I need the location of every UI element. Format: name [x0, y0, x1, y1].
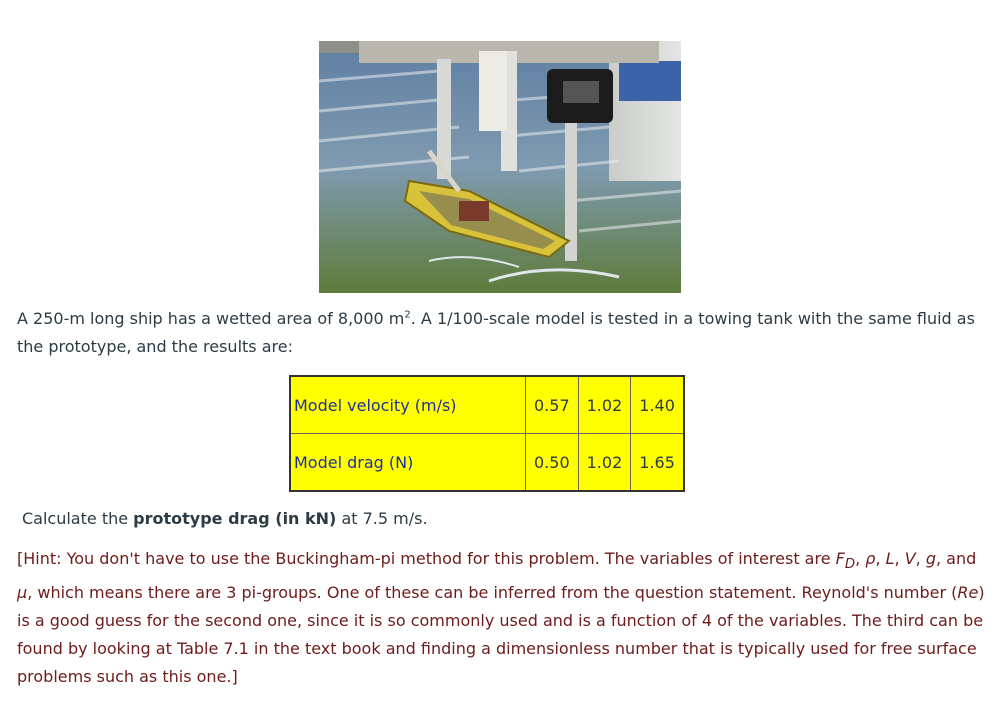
question-post: at 7.5 m/s.	[336, 509, 428, 528]
var-mu: μ	[17, 583, 28, 603]
towing-tank-photo	[319, 41, 681, 293]
question-pre: Calculate the	[22, 509, 134, 528]
table-cell: 1.65	[631, 434, 684, 492]
model-results-table	[289, 375, 685, 492]
var-re: Re	[957, 583, 979, 603]
intro-superscript: 2	[404, 309, 411, 321]
table-cell: 1.02	[578, 376, 631, 434]
row-label-velocity: Model velocity (m/s)	[290, 376, 526, 434]
towing-tank-illustration	[319, 41, 681, 293]
row-label-drag: Model drag (N)	[290, 434, 526, 492]
table-cell: 1.40	[631, 376, 684, 434]
table-row	[290, 434, 684, 492]
table-cell: 0.50	[526, 434, 579, 492]
table-row	[290, 376, 684, 434]
question-bold: prototype drag (in kN)	[133, 509, 337, 528]
intro-text-continued: . A 1/100-scale model is tested in a towing tank with the same fluid as the prototype, and the results are:	[17, 309, 975, 356]
var-l: L	[885, 549, 895, 568]
table-cell: 1.02	[578, 434, 631, 492]
hint-part: [Hint: You don't have to use the Buckingham-pi method for this problem. The variables of interest are	[17, 549, 836, 568]
problem-statement	[17, 305, 982, 361]
question-text	[22, 506, 428, 532]
var-f: F	[835, 549, 845, 568]
hint-part: ,	[875, 549, 886, 568]
hint-part: ) is a good guess for the second one, since it is so commonly used and is a function of 4 of the variables. The third can be found by looking at Table 7.1 in the text book and finding a dimensionless number that is typically used for free surface problems such as this one.]	[17, 583, 985, 687]
var-f-subscript: D	[844, 557, 856, 573]
var-rho: ρ	[865, 549, 876, 568]
table-cell: 0.57	[526, 376, 579, 434]
hint-part: ,	[894, 549, 905, 568]
var-g: g	[925, 549, 936, 568]
var-v: V	[904, 549, 916, 568]
hint-part: , which means there are 3 pi-groups. One of these can be inferred from the question statement. Reynold's number (	[27, 583, 958, 603]
hint-part: ,	[915, 549, 926, 568]
hint-text	[17, 545, 987, 691]
hint-part: , and	[935, 549, 977, 568]
hint-part: ,	[855, 549, 866, 568]
var-fd	[835, 549, 856, 573]
intro-text: A 250-m long ship has a wetted area of 8,000 m	[17, 309, 405, 328]
